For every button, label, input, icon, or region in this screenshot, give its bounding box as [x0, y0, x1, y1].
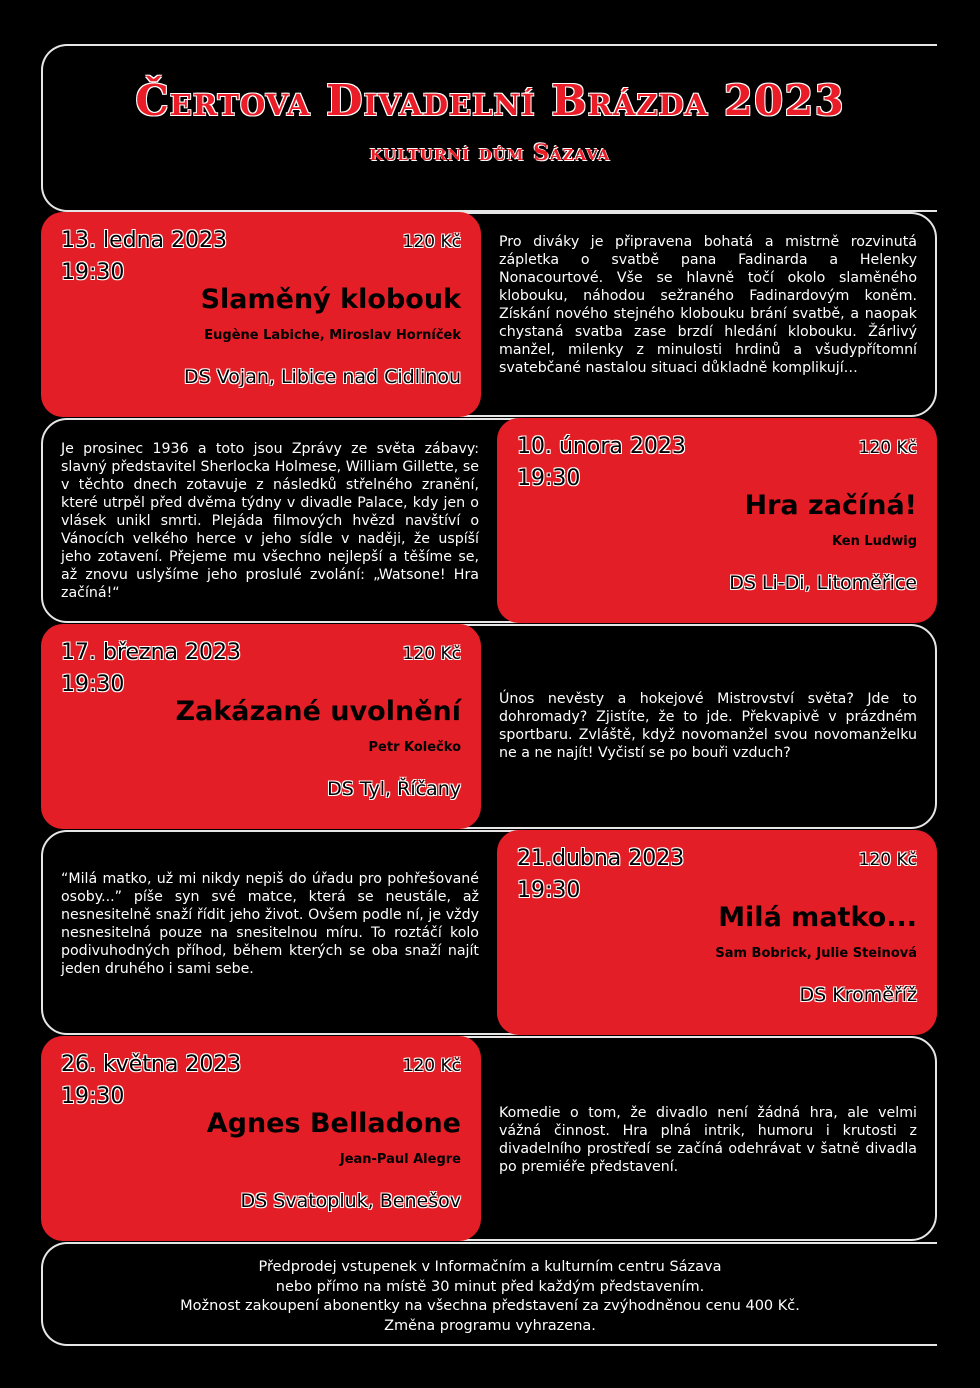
- event-price: 120 Kč: [402, 1056, 461, 1076]
- venue-subtitle: kulturní dům Sázava: [369, 140, 611, 166]
- event-price: 120 Kč: [402, 644, 461, 664]
- footer-line: nebo přímo na místě 30 minut před každým představením.: [275, 1278, 705, 1295]
- event-card: [41, 624, 481, 829]
- event-row-5: [41, 1036, 937, 1241]
- event-card: [41, 1036, 481, 1241]
- play-authors: Petr Kolečko: [368, 740, 461, 755]
- footer-line: Změna programu vyhrazena.: [384, 1317, 596, 1334]
- play-authors: Sam Bobrick, Julie Steinová: [715, 946, 917, 961]
- footer-box: [41, 1242, 937, 1346]
- event-card: [497, 830, 937, 1035]
- event-time: 19:30: [61, 260, 125, 285]
- event-time: 19:30: [517, 878, 581, 903]
- event-date: 26. května 2023: [61, 1052, 242, 1077]
- event-description: Pro diváky je připravena bohatá a mistrně rozvinutá zápletka o svatbě pana Fadinarda a Helenky Nonacourtové. Vše se hlavně točí okolo slaměného klobouku, náhodou sežraného Fadinardovým koněm. Získání nového stejného klobouku brání svatbě, a naopak chystaná svatba zase brzdí hledání klobouku. Žárlivý manžel, milenky z minulosti hrdinů a všudypřítomní svatebčané nastalou situaci důkladně komplikují…: [499, 234, 917, 376]
- play-title: Hra začíná!: [744, 490, 917, 521]
- play-title: Zakázané uvolnění: [175, 696, 461, 727]
- theatre-troupe: DS Vojan, Libice nad Cidlinou: [184, 366, 461, 388]
- play-title: Slaměný klobouk: [200, 284, 461, 315]
- event-time: 19:30: [61, 1084, 125, 1109]
- play-authors: Eugène Labiche, Miroslav Horníček: [204, 328, 461, 343]
- footer-text: [43, 1258, 937, 1336]
- event-date: 21.dubna 2023: [517, 846, 685, 871]
- event-card: [497, 418, 937, 623]
- event-description: Komedie o tom, že divadlo není žádná hra, ale velmi vážná činnost. Hra plná intrik, humoru i krutosti z divadelního prostředí se začíná odehrávat v šatně divadla po premiéře představení.: [499, 1105, 917, 1175]
- footer-line: Předprodej vstupenek v Informačním a kulturním centru Sázava: [258, 1259, 722, 1275]
- footer-line: Možnost zakoupení abonentky na všechna představení za zvýhodněnou cenu 400 Kč.: [180, 1298, 800, 1314]
- event-row-3: [41, 624, 937, 829]
- play-authors: Ken Ludwig: [831, 534, 917, 549]
- event-price: 120 Kč: [402, 232, 461, 252]
- event-price: 120 Kč: [858, 850, 917, 870]
- play-title: Agnes Belladone: [206, 1108, 461, 1139]
- event-description: “Milá matko, už mi nikdy nepiš do úřadu pro pohřešované osoby...” píše syn své matce, která se neustále, až nesnesitelně snaží řídit jeho život. Ovšem podle ní, je vždy nesnesitelná pouze na snesitelnou míru. To roztáčí kolo podivuhodných příhod, během kterých se oba snaží najít jeden druhého i sami sebe.: [61, 871, 479, 977]
- theatre-troupe: DS Tyl, Říčany: [327, 778, 461, 800]
- play-authors: Jean-Paul Alegre: [339, 1152, 461, 1167]
- event-date: 17. března 2023: [61, 640, 241, 665]
- theatre-troupe: DS Li-Di, Litoměřice: [729, 572, 917, 594]
- event-description: Únos nevěsty a hokejové Mistrovství světa? Jde to dohromady? Zjistíte, že to jde. Překvapivě v prázdném sportbaru. Zvláště, když novomanžel svou novomanželku ne a ne najít! Vyčistí se po bouři vzduch?: [499, 691, 917, 761]
- event-description: Je prosinec 1936 a toto jsou Zprávy ze světa zábavy: slavný představitel Sherlocka Holmese, William Gillette, se v těchto dnech zotavuje z následků střelného zranění, které utrpěl před dvěma týdny v divadle Palace, kdy jen o vlásek unikl smrti. Plejáda filmových hvězd navštíví o Vánocích velkého herce v jeho sídle v naději, že uspíší jeho zotavení. Přejeme mu všechno nejlepší a těšíme se, až znovu uslyšíme jeho proslulé zvolání: „Watsone! Hra začíná!“: [61, 441, 479, 601]
- event-time: 19:30: [61, 672, 125, 697]
- header-box: [41, 44, 937, 212]
- theatre-troupe: DS Svatopluk, Benešov: [240, 1190, 461, 1212]
- event-row-1: [41, 212, 937, 417]
- event-row-2: [41, 418, 937, 623]
- event-date: 10. února 2023: [517, 434, 686, 459]
- event-date: 13. ledna 2023: [61, 228, 227, 253]
- event-row-4: [41, 830, 937, 1035]
- festival-title: Čertova Divadelní Brázda 2023: [135, 76, 845, 125]
- event-time: 19:30: [517, 466, 581, 491]
- theatre-troupe: DS Kroměříž: [799, 984, 917, 1006]
- event-card: [41, 212, 481, 417]
- play-title: Milá matko...: [718, 902, 917, 933]
- event-price: 120 Kč: [858, 438, 917, 458]
